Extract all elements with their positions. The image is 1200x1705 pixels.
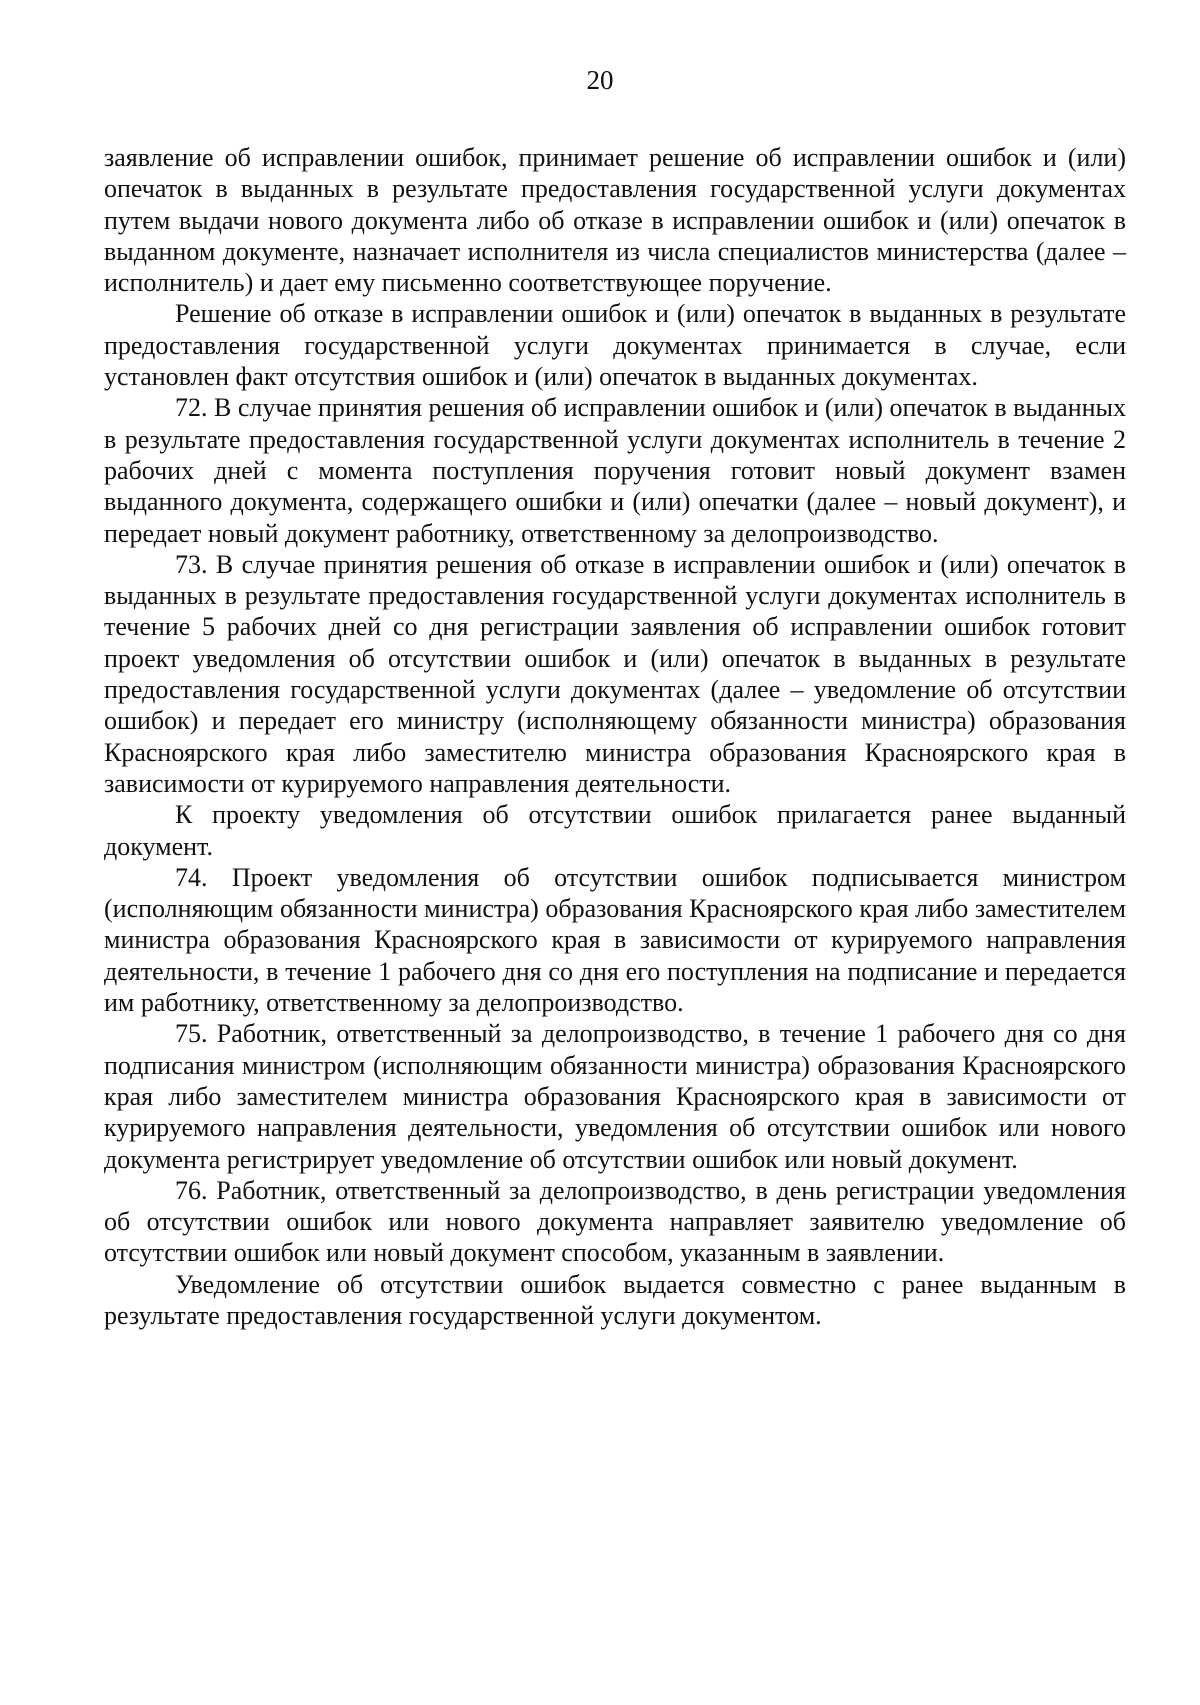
- paragraph-attachment-note: К проекту уведомления об отсутствии ошибок прилагается ранее выданный документ.: [104, 800, 1126, 861]
- paragraph-73: 73. В случае принятия решения об отказе в исправлении ошибок и (или) опечаток в выданных в результате предоставления государственной услуги документах исполнитель в течение 5 рабочих дней со дня регистрации заявления об исправлении ошибок готовит проект уведомления об отсутствии ошибок и (или) опечаток в выданных в результате предоставления государственной услуги документах (далее – уведомление об отсутствии ошибок) и передает его министру (исполняющему обязанности министра) образования Красноярского края либо заместителю министра образования Красноярского края в зависимости от курируемого направления деятельности.: [104, 549, 1126, 798]
- document-body: [104, 142, 1126, 1331]
- page-number: 20: [586, 65, 614, 95]
- paragraph-notification-issued: Уведомление об отсутствии ошибок выдается совместно с ранее выданным в результате предоставления государственной услуги документом.: [104, 1269, 1126, 1330]
- paragraph-refusal-decision: Решение об отказе в исправлении ошибок и (или) опечаток в выданных в результате предоставления государственной услуги документах принимается в случае, если установлен факт отсутствия ошибок и (или) опечаток в выданных документах.: [104, 299, 1126, 392]
- paragraph-75: 75. Работник, ответственный за делопроизводство, в течение 1 рабочего дня со дня подписания министром (исполняющим обязанности министра) образования Красноярского края либо заместителем министра образования Красноярского края в зависимости от курируемого направления деятельности, уведомления об отсутствии ошибок или нового документа регистрирует уведомление об отсутствии ошибок или новый документ.: [104, 1019, 1126, 1174]
- paragraph-continuation: заявление об исправлении ошибок, принимает решение об исправлении ошибок и (или) опечаток в выданных в результате предоставления государственной услуги документах путем выдачи нового документа либо об отказе в исправлении ошибок и (или) опечаток в выданном документе, назначает исполнителя из числа специалистов министерства (далее – исполнитель) и дает ему письменно соответствующее поручение.: [104, 143, 1126, 298]
- paragraph-76: 76. Работник, ответственный за делопроизводство, в день регистрации уведомления об отсутствии ошибок или нового документа направляет заявителю уведомление об отсутствии ошибок или новый документ способом, указанным в заявлении.: [104, 1175, 1126, 1268]
- paragraph-72: 72. В случае принятия решения об исправлении ошибок и (или) опечаток в выданных в результате предоставления государственной услуги документах исполнитель в течение 2 рабочих дней с момента поступления поручения готовит новый документ взамен выданного документа, содержащего ошибки и (или) опечатки (далее – новый документ), и передает новый документ работнику, ответственному за делопроизводство.: [104, 393, 1126, 548]
- paragraph-74: 74. Проект уведомления об отсутствии ошибок подписывается министром (исполняющим обязанности министра) образования Красноярского края либо заместителем министра образования Красноярского края в зависимости от курируемого направления деятельности, в течение 1 рабочего дня со дня его поступления на подписание и передается им работнику, ответственному за делопроизводство.: [104, 862, 1126, 1018]
